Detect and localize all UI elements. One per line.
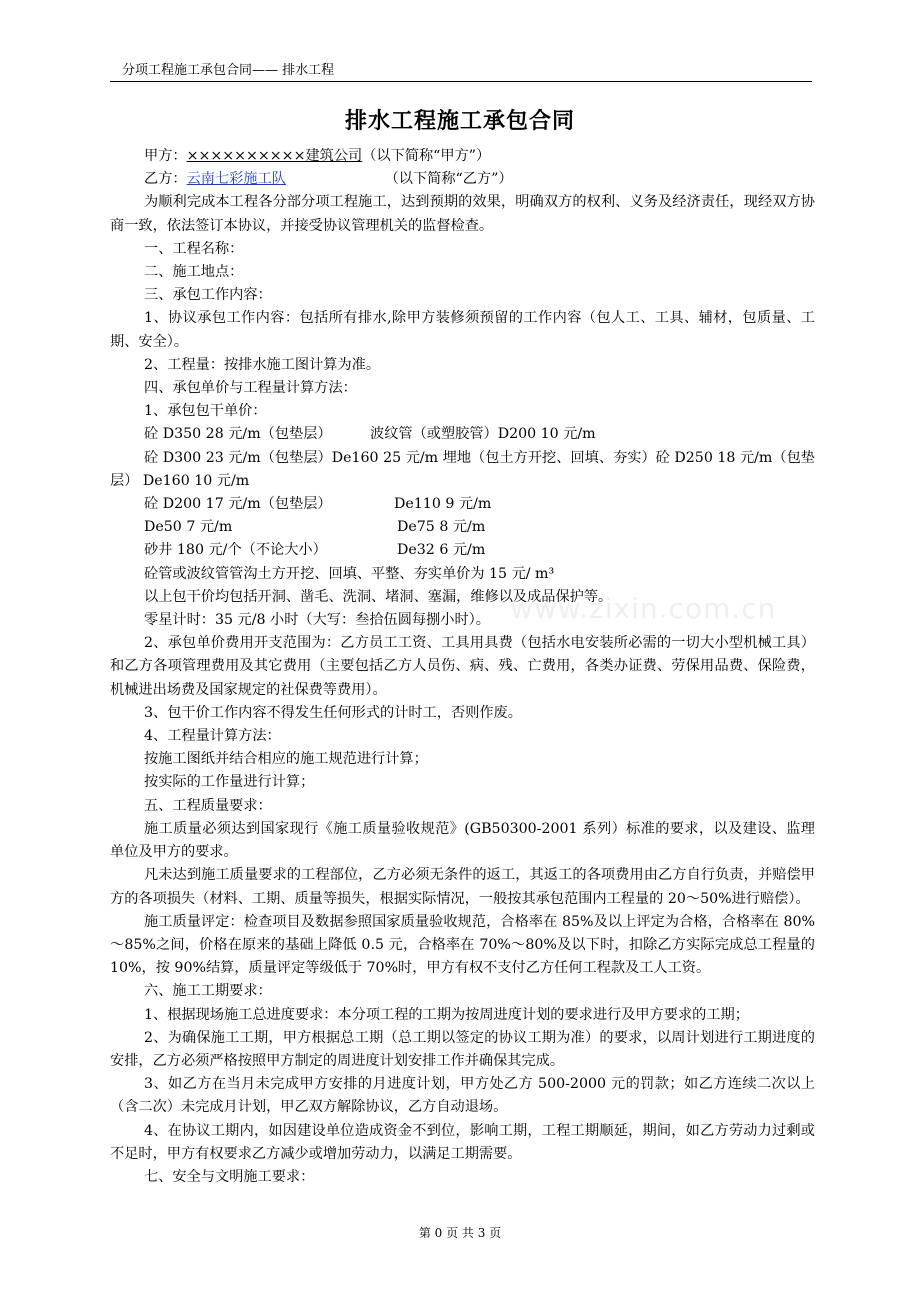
party-b-name: 云南七彩施工队 — [186, 171, 286, 188]
party-a-label: 甲方： — [144, 148, 187, 164]
party-b-suffix: （以下简称“乙方”） — [384, 171, 513, 188]
intro-paragraph: 为顺利完成本工程各分部分项工程施工，达到预期的效果，明确双方的权利、义务及经济责任，现经双方协商一致，依法签订本协议，并接受协议管理机关的监督检查。 — [110, 194, 815, 234]
clause-paragraph: 1、承包包干单价： — [144, 403, 267, 420]
section-heading: 二、施工地点： — [144, 264, 244, 281]
price-row — [110, 423, 815, 446]
party-b-line — [110, 168, 815, 191]
party-b-label: 乙方： — [144, 171, 187, 188]
price-item: 波纹管（或塑胶管）D200 10 元/m — [370, 426, 596, 443]
header-text: 分项工程施工承包合同—— 排水工程 — [122, 63, 335, 78]
clause-paragraph: 施工质量必须达到国家现行《施工质量验收规范》(GB50300-2001 系列）标准的要求，以及建设、监理单位及甲方的要求。 — [110, 820, 815, 861]
price-row — [110, 539, 815, 562]
price-row — [110, 493, 815, 516]
clause-paragraph: 2、承包单价费用开支范围为：乙方员工工资、工具用具费（包括水电安装所必需的一切大小型机械工具）和乙方各项管理费用及其它费用（主要包括乙方人员伤、病、残、亡费用，各类办证费、劳保用品费、保险费，机械进出场费及国家规定的社保费等费用）。 — [110, 635, 815, 698]
price-item: De75 8 元/m — [397, 519, 486, 536]
section-heading: 三、承包工作内容： — [144, 287, 272, 304]
clause-paragraph: 砼管或波纹管管沟土方开挖、回填、平整、夯实单价为 15 元/ m³ — [144, 565, 555, 582]
clause-paragraph: 3、如乙方在当月未完成甲方安排的月进度计划，甲方处乙方 500-2000 元的罚款；如乙方连续二次以上（含二次）未完成月计划，甲乙双方解除协议，乙方自动退场。 — [110, 1076, 815, 1116]
clause-paragraph: 零星计时：35 元/8 小时（大写：叁拾伍圆每捌小时）。 — [144, 612, 490, 629]
clause-paragraph: 按施工图纸并结合相应的施工规范进行计算； — [144, 751, 428, 768]
price-row — [110, 516, 815, 539]
section-heading: 六、施工工期要求： — [144, 983, 272, 1000]
clause-paragraph: 施工质量评定：检查项目及数据参照国家质量验收规范，合格率在 85%及以上评定为合格，合格率在 80%～85%之间，价格在原来的基础上降低 0.5 元，合格率在 70%～80%及以下时，扣除乙方实际完成总工程量的 10%，按 90%结算，质量评定等级低于 70%时，甲方有权不支付乙方任何工程款及工人工资。 — [110, 913, 815, 977]
party-a-line — [110, 145, 815, 168]
clause-paragraph: 以上包干价均包括开洞、凿毛、洗洞、堵洞、塞漏，维修以及成品保护等。 — [144, 588, 613, 605]
clause-paragraph: 按实际的工作量进行计算； — [144, 774, 315, 791]
clause-paragraph: 1、协议承包工作内容：包括所有排水,除甲方装修须预留的工作内容（包人工、工具、辅材，包质量、工期、安全）。 — [110, 310, 815, 350]
price-row: 砼 D300 23 元/m（包垫层）De160 25 元/m 埋地（包土方开挖、回填、夯实）砼 D250 18 元/m（包垫层） De160 10 元/m — [110, 449, 815, 489]
page-header — [110, 60, 812, 82]
price-item: 砼 D200 17 元/m（包垫层） — [144, 496, 332, 513]
price-item: De110 9 元/m — [394, 496, 492, 513]
price-item: De50 7 元/m — [144, 519, 233, 536]
document-body — [110, 145, 815, 1189]
clause-paragraph: 2、工程量：按排水施工图计算为准。 — [144, 356, 381, 373]
section-heading: 五、工程质量要求： — [144, 797, 272, 814]
clause-paragraph: 1、根据现场施工总进度要求：本分项工程的工期为按周进度计划的要求进行及甲方要求的工期； — [144, 1006, 749, 1023]
page-footer: 第 0 页 共 3 页 — [418, 1226, 502, 1240]
clause-paragraph: 4、工程量计算方法： — [144, 728, 281, 745]
price-item: 砂井 180 元/个（不论大小） — [144, 542, 327, 559]
section-heading: 七、安全与文明施工要求： — [144, 1168, 315, 1185]
clause-paragraph: 凡未达到施工质量要求的工程部位，乙方必须无条件的返工，其返工的各项费用由乙方自行负责，并赔偿甲方的各项损失（材料、工期、质量等损失，根据实际情况，一般按其承包范围内工程量的 20～50%进行赔偿）。 — [110, 867, 815, 907]
clause-paragraph: 2、为确保施工工期，甲方根据总工期（总工期以签定的协议工期为准）的要求，以周计划进行工期进度的安排，乙方必须严格按照甲方制定的周进度计划安排工作并确保其完成。 — [110, 1029, 815, 1069]
clause-paragraph: 4、在协议工期内，如因建设单位造成资金不到位，影响工期，工程工期顺延，期间，如乙方劳动力过剩或不足时，甲方有权要求乙方减少或增加劳动力，以满足工期需要。 — [110, 1122, 815, 1162]
document-title: 排水工程施工承包合同 — [344, 109, 575, 134]
price-item: 砼 D350 28 元/m（包垫层） — [144, 426, 332, 443]
party-a-suffix: （以下简称“甲方”） — [362, 148, 491, 164]
section-heading: 四、承包单价与工程量计算方法： — [144, 380, 357, 397]
section-heading: 一、工程名称： — [144, 240, 244, 257]
watermark: www.zixin.com.cn — [510, 592, 777, 625]
price-item: De32 6 元/m — [397, 542, 486, 559]
party-a-name: ××××××××××建筑公司 — [186, 148, 363, 164]
clause-paragraph: 3、包干价工作内容不得发生任何形式的计时工，否则作废。 — [144, 704, 522, 721]
